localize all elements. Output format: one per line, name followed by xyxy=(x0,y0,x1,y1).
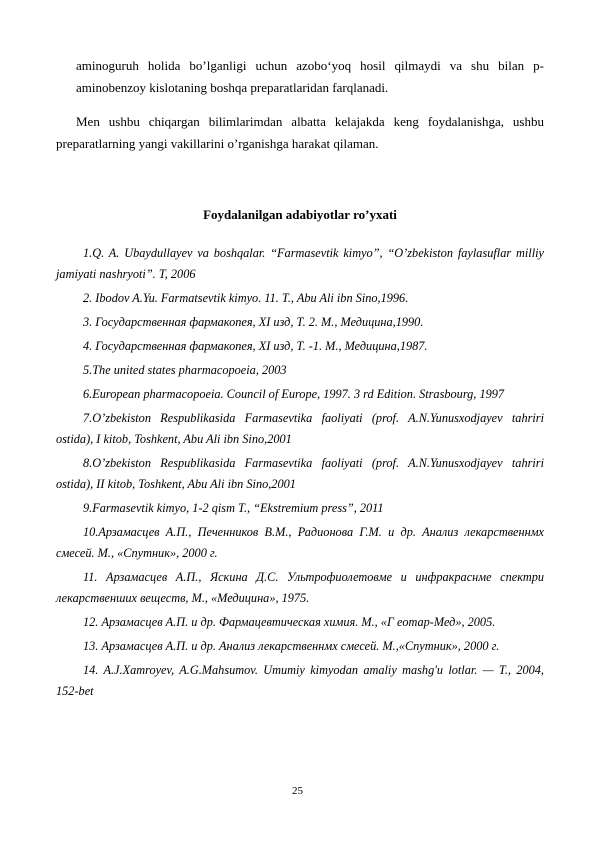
reference-item: 7.O’zbekiston Respublikasida Farmasevtika faoliyati (prof. A.N.Yunusxodjayev tahriri ostida), I kitob, Toshkent, Abu Ali ibn Sino,2001 xyxy=(56,411,544,446)
reference-item: 2. Ibodov A.Yu. Farmatsevtik kimyo. 11. T., Abu Ali ibn Sino,1996. xyxy=(83,291,409,305)
reference-item: 5.The united states pharmacopoeia, 2003 xyxy=(83,363,287,377)
references-heading: Foydalanilgan adabiyotlar ro’yxati xyxy=(203,207,397,222)
references-list xyxy=(56,243,544,705)
body-paragraph-conclusion: Men ushbu chiqargan bilimlarimdan albatta kelajakda keng foydalanishga, ushbu preparatlarning yangi vakillarini o’rganishga harakat qilaman. xyxy=(56,114,544,151)
reference-item: 9.Farmasevtik kimyo, 1-2 qism T., “Ekstremium press”, 2011 xyxy=(83,501,384,515)
reference-item: 13. Арзамасцев А.П. и др. Анализ лекарственнмх смесей. М.,«Сnутник», 2000 г. xyxy=(83,639,500,653)
page-number: 25 xyxy=(292,785,303,797)
reference-item: 4. Государственная фармакопея, XI изд, Т. -1. М., Медицина,1987. xyxy=(83,339,428,353)
reference-item: 10.Арзамасцев А.П., Печенников В.М., Радионова Г.М. и др. Анализ лекарственнмх смесей. М., «Сnутник», 2000 г. xyxy=(56,525,544,560)
reference-item: 14. A.J.Xamroyev, A.G.Mahsumov. Umumiy kimyodan amaliy mashg'u lotlar. — T., 2004, 152-bet xyxy=(56,663,544,698)
reference-item: 12. Арзамасцев А.П. и др. Фармацевтическая химия. М., «Г еотар-Мед», 2005. xyxy=(83,615,496,629)
reference-item: 11. Арзамасцев А.П., Яскина Д.С. Ультрофиолетовме и инфракраснме спектри лекарственших веществ, М., «Медицина», 1975. xyxy=(56,570,544,605)
reference-item: 3. Государственная фармакопея, XI изд, Т. 2. М., Медицина,1990. xyxy=(83,315,424,329)
reference-item: 8.O’zbekiston Respublikasida Farmasevtika faoliyati (prof. A.N.Yunusxodjayev tahriri ostida), II kitob, Toshkent, Abu Ali ibn Sino,2001 xyxy=(56,456,544,491)
body-paragraph-continuation: aminoguruh holida bo’lganligi uchun azobo‘yoq hosil qilmaydi va shu bilan p-aminobenzoy kislotaning boshqa preparatlaridan farqlanadi. xyxy=(76,58,544,95)
reference-item: 6.European pharmacopoeia. Council of Europe, 1997. 3 rd Edition. Strasbourg, 1997 xyxy=(83,387,505,401)
reference-item: 1.Q. A. Ubaydullayev va boshqalar. “Farmasevtik kimyo”, “O’zbekiston faylasuflar milliy jamiyati nashryoti”. T, 2006 xyxy=(56,246,544,281)
